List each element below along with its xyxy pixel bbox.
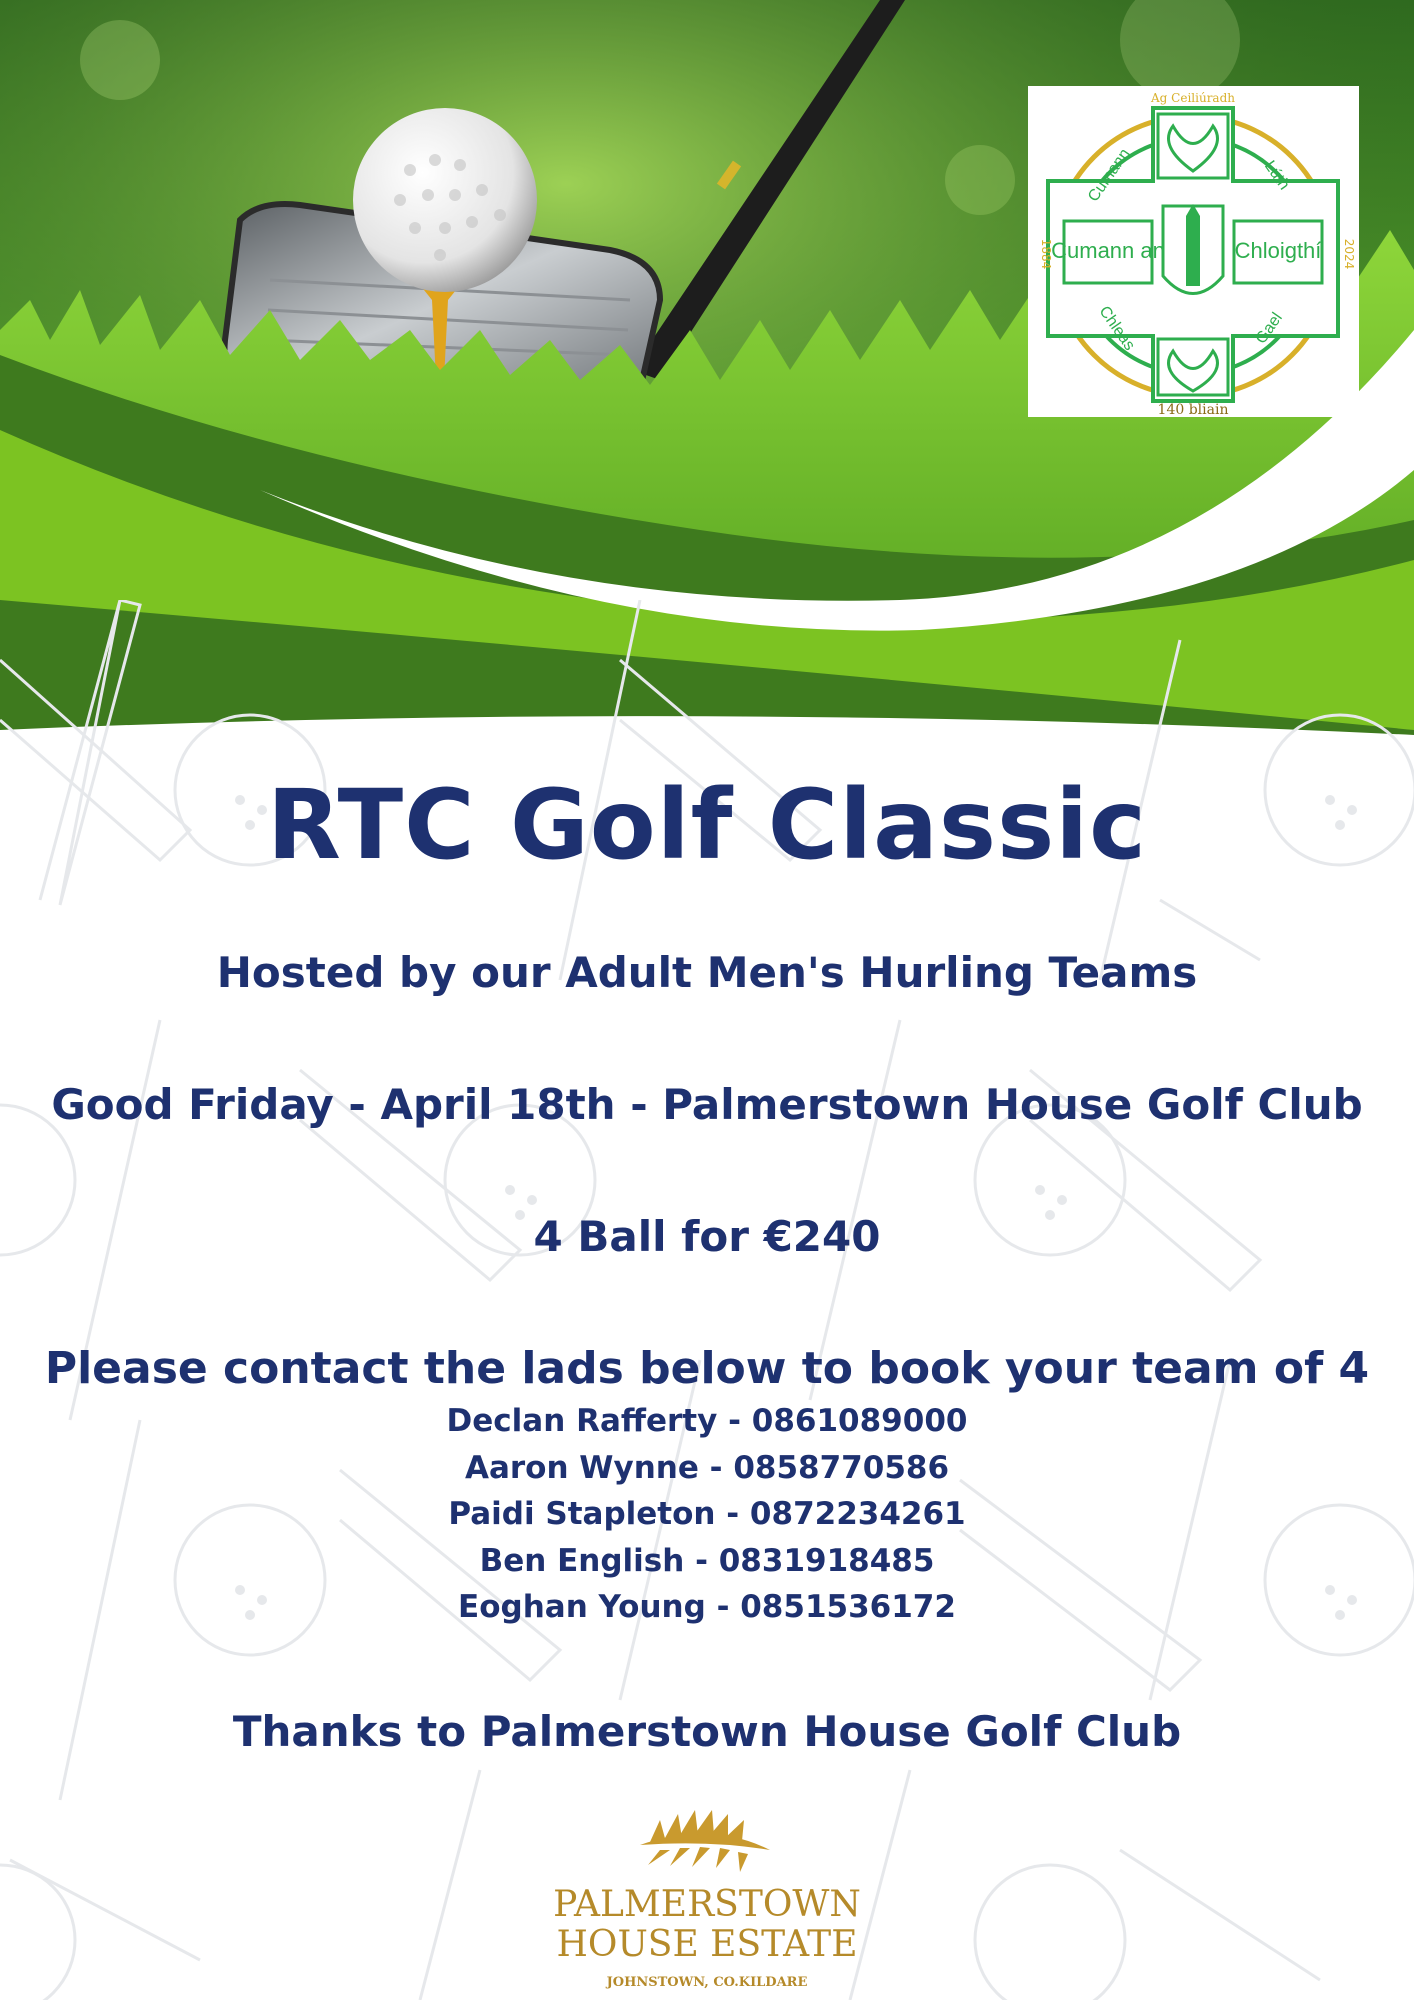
palm-leaf-icon	[640, 1810, 770, 1872]
crest-bottom-text: 140 bliain	[1157, 402, 1229, 417]
crest-right-mid: Chloigthí	[1234, 238, 1322, 263]
contact-item: Aaron Wynne - 0858770586	[464, 1449, 950, 1486]
crest-left-bottom: Chleas	[1095, 303, 1138, 354]
contact-heading: Please contact the lads below to book your team of 4	[44, 1343, 1370, 1394]
sponsor-location: JOHNSTOWN, CO.KILDARE	[606, 1975, 808, 1990]
contact-list	[0, 1398, 1414, 1631]
thanks-text: Thanks to Palmerstown House Golf Club	[232, 1707, 1182, 1756]
page-title: RTC Golf Classic	[266, 769, 1148, 881]
contact-item: Ben English - 0831918485	[479, 1542, 935, 1579]
palmerstown-house-estate-logo	[520, 1790, 894, 2000]
contact-item: Declan Rafferty - 0861089000	[446, 1403, 968, 1439]
crest-left-top: Cumann	[1085, 145, 1134, 206]
crest-left-year: 1884	[1039, 238, 1053, 270]
crest-top-text: Ag Ceiliúradh	[1151, 91, 1235, 105]
sponsor-name-line2: HOUSE ESTATE	[556, 1924, 858, 1965]
contact-item: Paidi Stapleton - 0872234261	[448, 1496, 966, 1532]
club-crest-logo	[1028, 86, 1359, 417]
date-venue-text: Good Friday - April 18th - Palmerstown House Golf Club	[51, 1080, 1363, 1129]
celtic-cross-icon	[1028, 86, 1359, 417]
crest-right-year: 2024	[1342, 238, 1356, 270]
price-text: 4 Ball for €240	[533, 1212, 881, 1261]
contact-item: Eoghan Young - 0851536172	[458, 1589, 956, 1625]
sponsor-name-line1: PALMERSTOWN	[553, 1884, 861, 1925]
hosted-by-text: Hosted by our Adult Men's Hurling Teams	[216, 948, 1198, 997]
crest-right-top: Lúth	[1260, 157, 1293, 194]
crest-left-mid: Cumann an	[1051, 238, 1165, 263]
crest-right-bottom: Gael	[1252, 309, 1286, 348]
